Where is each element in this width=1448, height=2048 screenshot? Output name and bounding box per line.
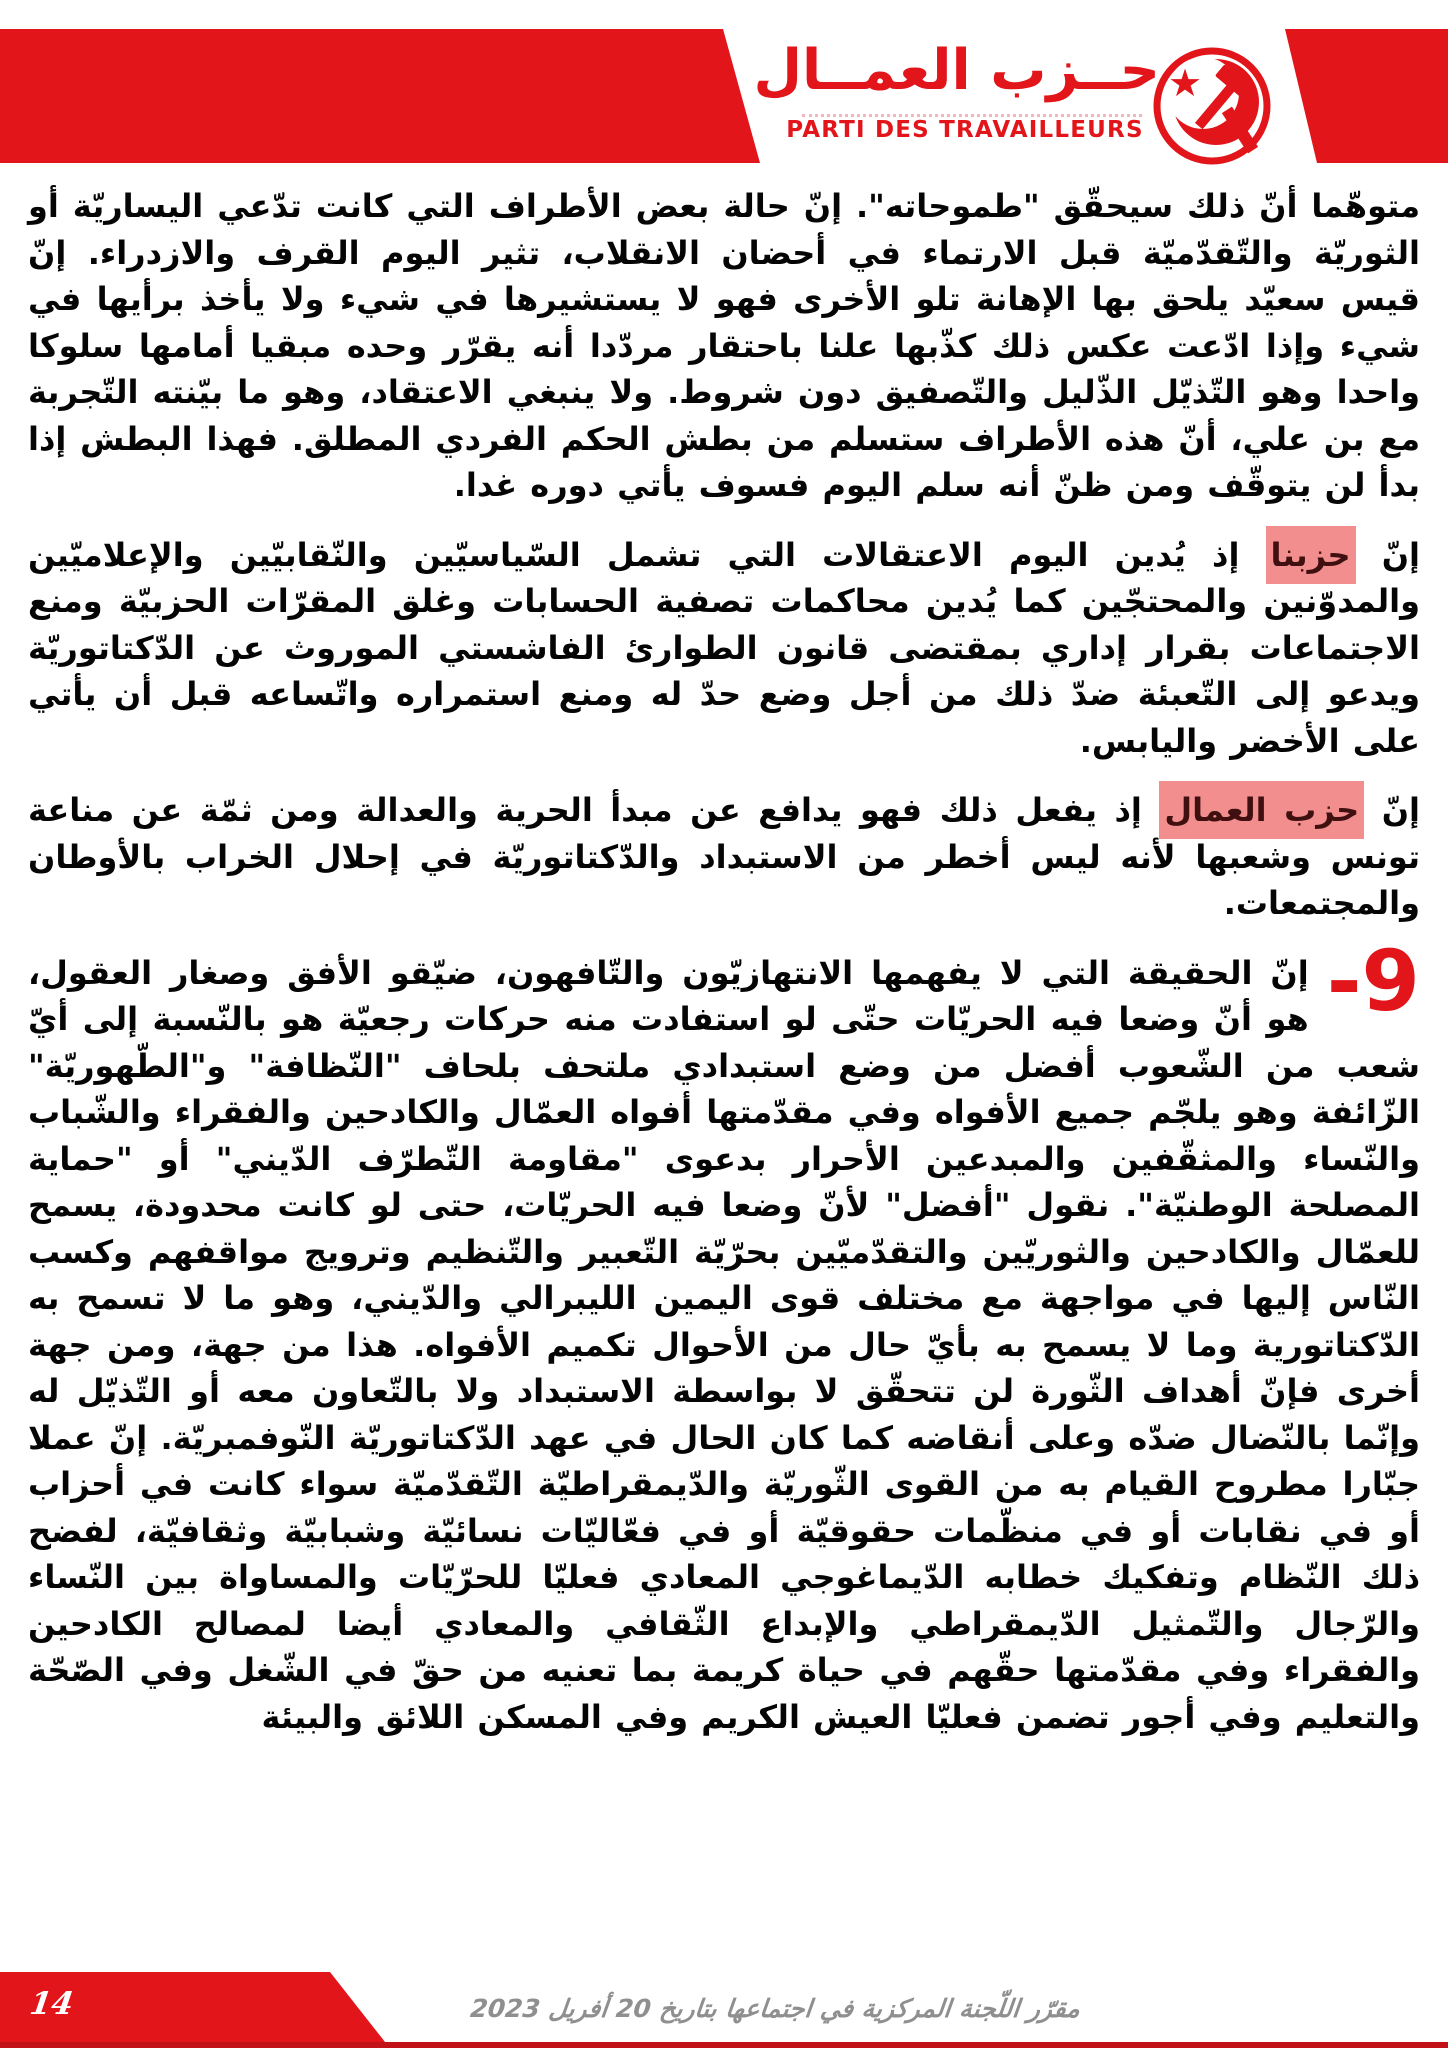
party-emblem-icon [1150, 42, 1274, 170]
section-number-marker: -9 [1326, 931, 1420, 1030]
page-number: 14 [27, 1986, 76, 2022]
text-segment: إذ يُدين اليوم الاعتقالات التي تشمل السّياسيّين والنّقابيّين والإعلاميّين والمدوّنين والمحتجّين كما يُدين محاكمات تصفية الحسابات وغلق المقرّات الحزبيّة ومنع الاجتماعات بقرار إداري بمقتضى قانون الطوارئ الفاشستي الموروث عن الدّكتاتوريّة ويدعو إلى التّعبئة ضدّ ذلك من أجل وضع حدّ له ومنع استمراره واتّساعه قبل أن يأتي على الأخضر واليابس. [28, 535, 1420, 760]
text-segment: إذ يفعل ذلك فهو يدافع عن مبدأ الحرية والعدالة ومن ثمّة عن مناعة تونس وشعبها لأنه ليس أخطر من الاستبداد والدّكتاتوريّة في إحلال الخراب بالأوطان والمجتمعات. [28, 791, 1420, 922]
footer-note: مقرّر اللّجنة المركزية في اجتماعها بتاريخ 20 أفريل 2023 [469, 1994, 1082, 2023]
highlighted-phrase: حزبنا [1266, 526, 1356, 584]
body-paragraph [28, 532, 1420, 765]
text-segment: إنّ [1355, 535, 1421, 574]
text-segment: إنّ الحقيقة التي لا يفهمها الانتهازيّون والتّافهون، ضيّقو الأفق وصغار العقول، هو أنّ وضعا فيه الحريّات حتّى لو استفادت منه حركات رجعيّة هو بالنّسبة إلى أيّ شعب من الشّعوب أفضل من وضع استبدادي ملتحف بلحاف "النّظافة" و"الطّهوريّة" الزّائفة وهو يلجّم جميع الأفواه وفي مقدّمتها أفواه العمّال والكادحين والفقراء والشّباب والنّساء والمثقّفين والمبدعين الأحرار بدعوى "مقاومة التّطرّف الدّيني" أو "حماية المصلحة الوطنيّة". نقول "أفضل" لأنّ وضعا فيه الحريّات، حتى لو كانت محدودة، يسمح للعمّال والكادحين والثوريّين والتقدّميّين بحرّيّة التّعبير والتّنظيم وترويج مواقفهم وكسب النّاس إليها في مواجهة مع مختلف قوى اليمين الليبرالي والدّيني، وهو ما لا تسمح به الدّكتاتورية وما لا يسمح به بأيّ حال من الأحوال تكميم الأفواه. هذا من جهة، ومن جهة أخرى فإنّ أهداف الثّورة لن تتحقّق لا بواسطة الاستبداد ولا بالتّعاون معه أو التّذيّل له وإنّما بالنّضال ضدّه وعلى أنقاضه كما كان الحال في عهد الدّكتاتوريّة النّوفمبريّة. إنّ عملا جبّارا مطروح القيام به من القوى الثّوريّة والدّيمقراطيّة التّقدّميّة سواء كانت في أحزاب أو في نقابات أو في منظّمات حقوقيّة أو في فعّاليّات نسائيّة وشبابيّة وثقافيّة، لفضح ذلك النّظام وتفكيك خطابه الدّيماغوجي المعادي فعليّا للحرّيّات والمساواة بين النّساء والرّجال والتّمثيل الدّيمقراطي والإبداع الثّقافي والمعادي أيضا لمصالح الكادحين والفقراء وفي مقدّمتها حقّهم في حياة كريمة بما تعنيه من حقّ في الشّغل وفي الصّحّة والتعليم وفي أجور تضمن فعليّا العيش الكريم وفي المسكن اللائق والبيئة [28, 953, 1420, 1736]
article-body [28, 183, 1420, 1763]
text-segment: متوهّما أنّ ذلك سيحقّق "طموحاته". إنّ حالة بعض الأطراف التي كانت تدّعي اليساريّة أو الثوريّة والتّقدّميّة قبل الارتماء في أحضان الانقلاب، تثير اليوم القرف والازدراء. إنّ قيس سعيّد يلحق بها الإهانة تلو الأخرى فهو لا يستشيرها في شيء ولا يأخذ برأيها في شيء وإذا ادّعت عكس ذلك كذّبها علنا باحتقار مردّدا أنه يقرّر وحده مبقيا أمامها سلوكا واحدا وهو التّذيّل الذّليل والتّصفيق دون شروط. ولا ينبغي الاعتقاد، وهو ما بيّنته التّجربة مع بن علي، أنّ هذه الأطراف ستسلم من بطش الحكم الفردي المطلق. فهذا البطش إذا بدأ لن يتوقّف ومن ظنّ أنه سلم اليوم فسوف يأتي دوره غدا. [28, 187, 1420, 504]
body-paragraph [28, 787, 1420, 927]
bottom-red-strip [0, 2042, 1448, 2048]
body-paragraph [28, 931, 1420, 1741]
star-icon: ★ [1168, 61, 1203, 105]
body-paragraph [28, 183, 1420, 509]
highlighted-phrase: حزب العمال [1159, 781, 1364, 839]
text-segment: إنّ [1364, 791, 1421, 829]
party-arabic-title: حــزب العمــال [753, 38, 1160, 103]
party-french-title: PARTI DES TRAVAILLEURS [786, 117, 1144, 143]
